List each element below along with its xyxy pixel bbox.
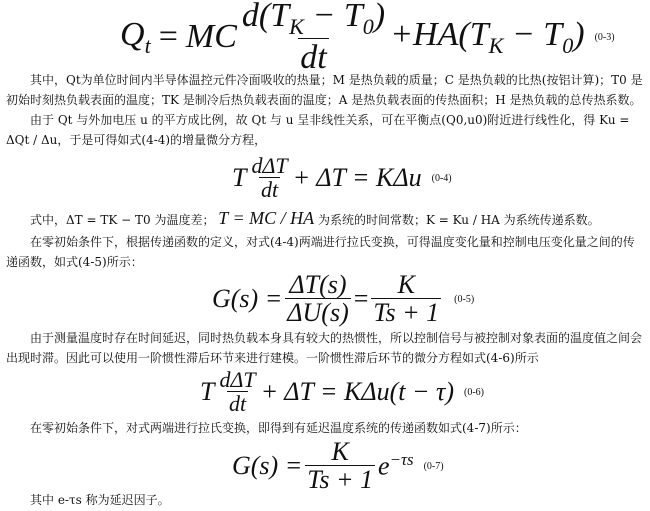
- eq04-fraction: [249, 154, 289, 202]
- time-constant-formula: T = MC / HA: [218, 208, 315, 228]
- paragraph-time-constant: [6, 208, 644, 230]
- eq06-tag: (0-6): [464, 386, 484, 398]
- eq06-rest: + ΔT = KΔu(t − τ): [260, 377, 454, 406]
- equation-0-7: [232, 438, 444, 494]
- eq05-numerator-2: K: [397, 269, 415, 299]
- eq05-tag: (0-5): [454, 293, 475, 305]
- equation-0-4: [232, 152, 452, 204]
- paragraph-delay-factor: 其中 e-τs 称为延迟因子。: [30, 493, 170, 507]
- eq04-T: T: [232, 163, 247, 192]
- eq05-numerator-1: ΔT(s): [289, 269, 347, 299]
- time-constant-text-b: 为系统的时间常数；K = Ku / HA 为系统传递系数。: [317, 213, 600, 227]
- eq06-fraction: [217, 368, 257, 416]
- eq05-lhs: G(s) =: [212, 284, 283, 313]
- eq05-fraction-1: [285, 271, 350, 328]
- equation-0-3: [120, 0, 615, 76]
- paragraph-delay-model: 由于测量温度时存在时间延迟，同时热负载本身具有较大的热惯性，所以控制信号与被控制对象表面的温度值之间会出现时滞。因此可以使用一阶惯性滞后环节来进行建模。一阶惯性滞后环节的微分方程如式(4-6)所示: [6, 331, 643, 365]
- eq06-denominator: dt: [228, 390, 247, 416]
- eq03-numerator: $d(T_K - T_0)$: [241, 0, 386, 39]
- eq05-denominator-2: Ts + 1: [373, 297, 440, 327]
- eq04-rest: + ΔT = KΔu: [292, 163, 422, 192]
- eq03-denominator: dt: [300, 38, 327, 76]
- eq05-denominator-1: ΔU(s): [287, 297, 349, 327]
- eq03-equals: =: [158, 18, 178, 55]
- eq07-tag: (0-7): [423, 460, 444, 472]
- paragraph-linearization: 由于 Qt 与外加电压 u 的平方成比例，故 Qt 与 u 呈非线性关系，可在平衡点(Q0,u0)附近进行线性化，得 Ku = ΔQt / Δu，于是可得如式(4-4)的增量微分方程，: [6, 113, 630, 147]
- paragraph-definitions: 其中，Qt为单位时间内半导体温控元件冷面吸收的热量；M 是热负载的质量；C 是热负载的比热(按铝计算)；T0 是初始时刻热负载表面的温度；TK 是制冷后热负载表面的温度；A 是热负载表面的传热面积；H 是热负载的总传热系数。: [6, 73, 643, 107]
- eq07-exponential: $e^{-\tau s}$: [378, 450, 414, 481]
- eq04-numerator: dΔT: [251, 152, 288, 178]
- eq03-mc: MC: [185, 18, 237, 55]
- equation-0-6: [200, 366, 484, 418]
- eq04-tag: (0-4): [431, 172, 452, 184]
- eq07-fraction: [305, 438, 375, 495]
- eq04-denominator: dt: [260, 176, 279, 202]
- time-constant-text-a: 式中，ΔT = TK − T0 为温度差；: [30, 213, 215, 227]
- eq05-fraction-2: [371, 271, 441, 328]
- eq05-equals: =: [353, 284, 369, 313]
- eq07-numerator: K: [331, 436, 349, 466]
- eq03-tag: (0-3): [594, 31, 615, 43]
- equation-0-5: [212, 268, 474, 330]
- eq07-denominator: Ts + 1: [307, 464, 374, 494]
- eq03-fraction: [240, 0, 387, 76]
- eq03-lhs: $Q_t$: [120, 15, 151, 58]
- eq06-numerator: dΔT: [219, 366, 256, 392]
- paragraph-delay-transfer: 在零初始条件下，对式两端进行拉氏变换，即得到有延迟温度系统的传递函数如式(4-7)所示：: [30, 421, 527, 435]
- eq06-T: T: [200, 377, 215, 406]
- paragraph-transfer-intro: 在零初始条件下，根据传递函数的定义，对式(4-4)两端进行拉氏变换，可得温度变化量和控制电压变化量之间的传递函数，如式(4-5)所示：: [6, 235, 635, 269]
- eq07-lhs: G(s) =: [232, 451, 303, 480]
- eq03-rhs: $+HA(T_K - T_0)$: [390, 15, 585, 58]
